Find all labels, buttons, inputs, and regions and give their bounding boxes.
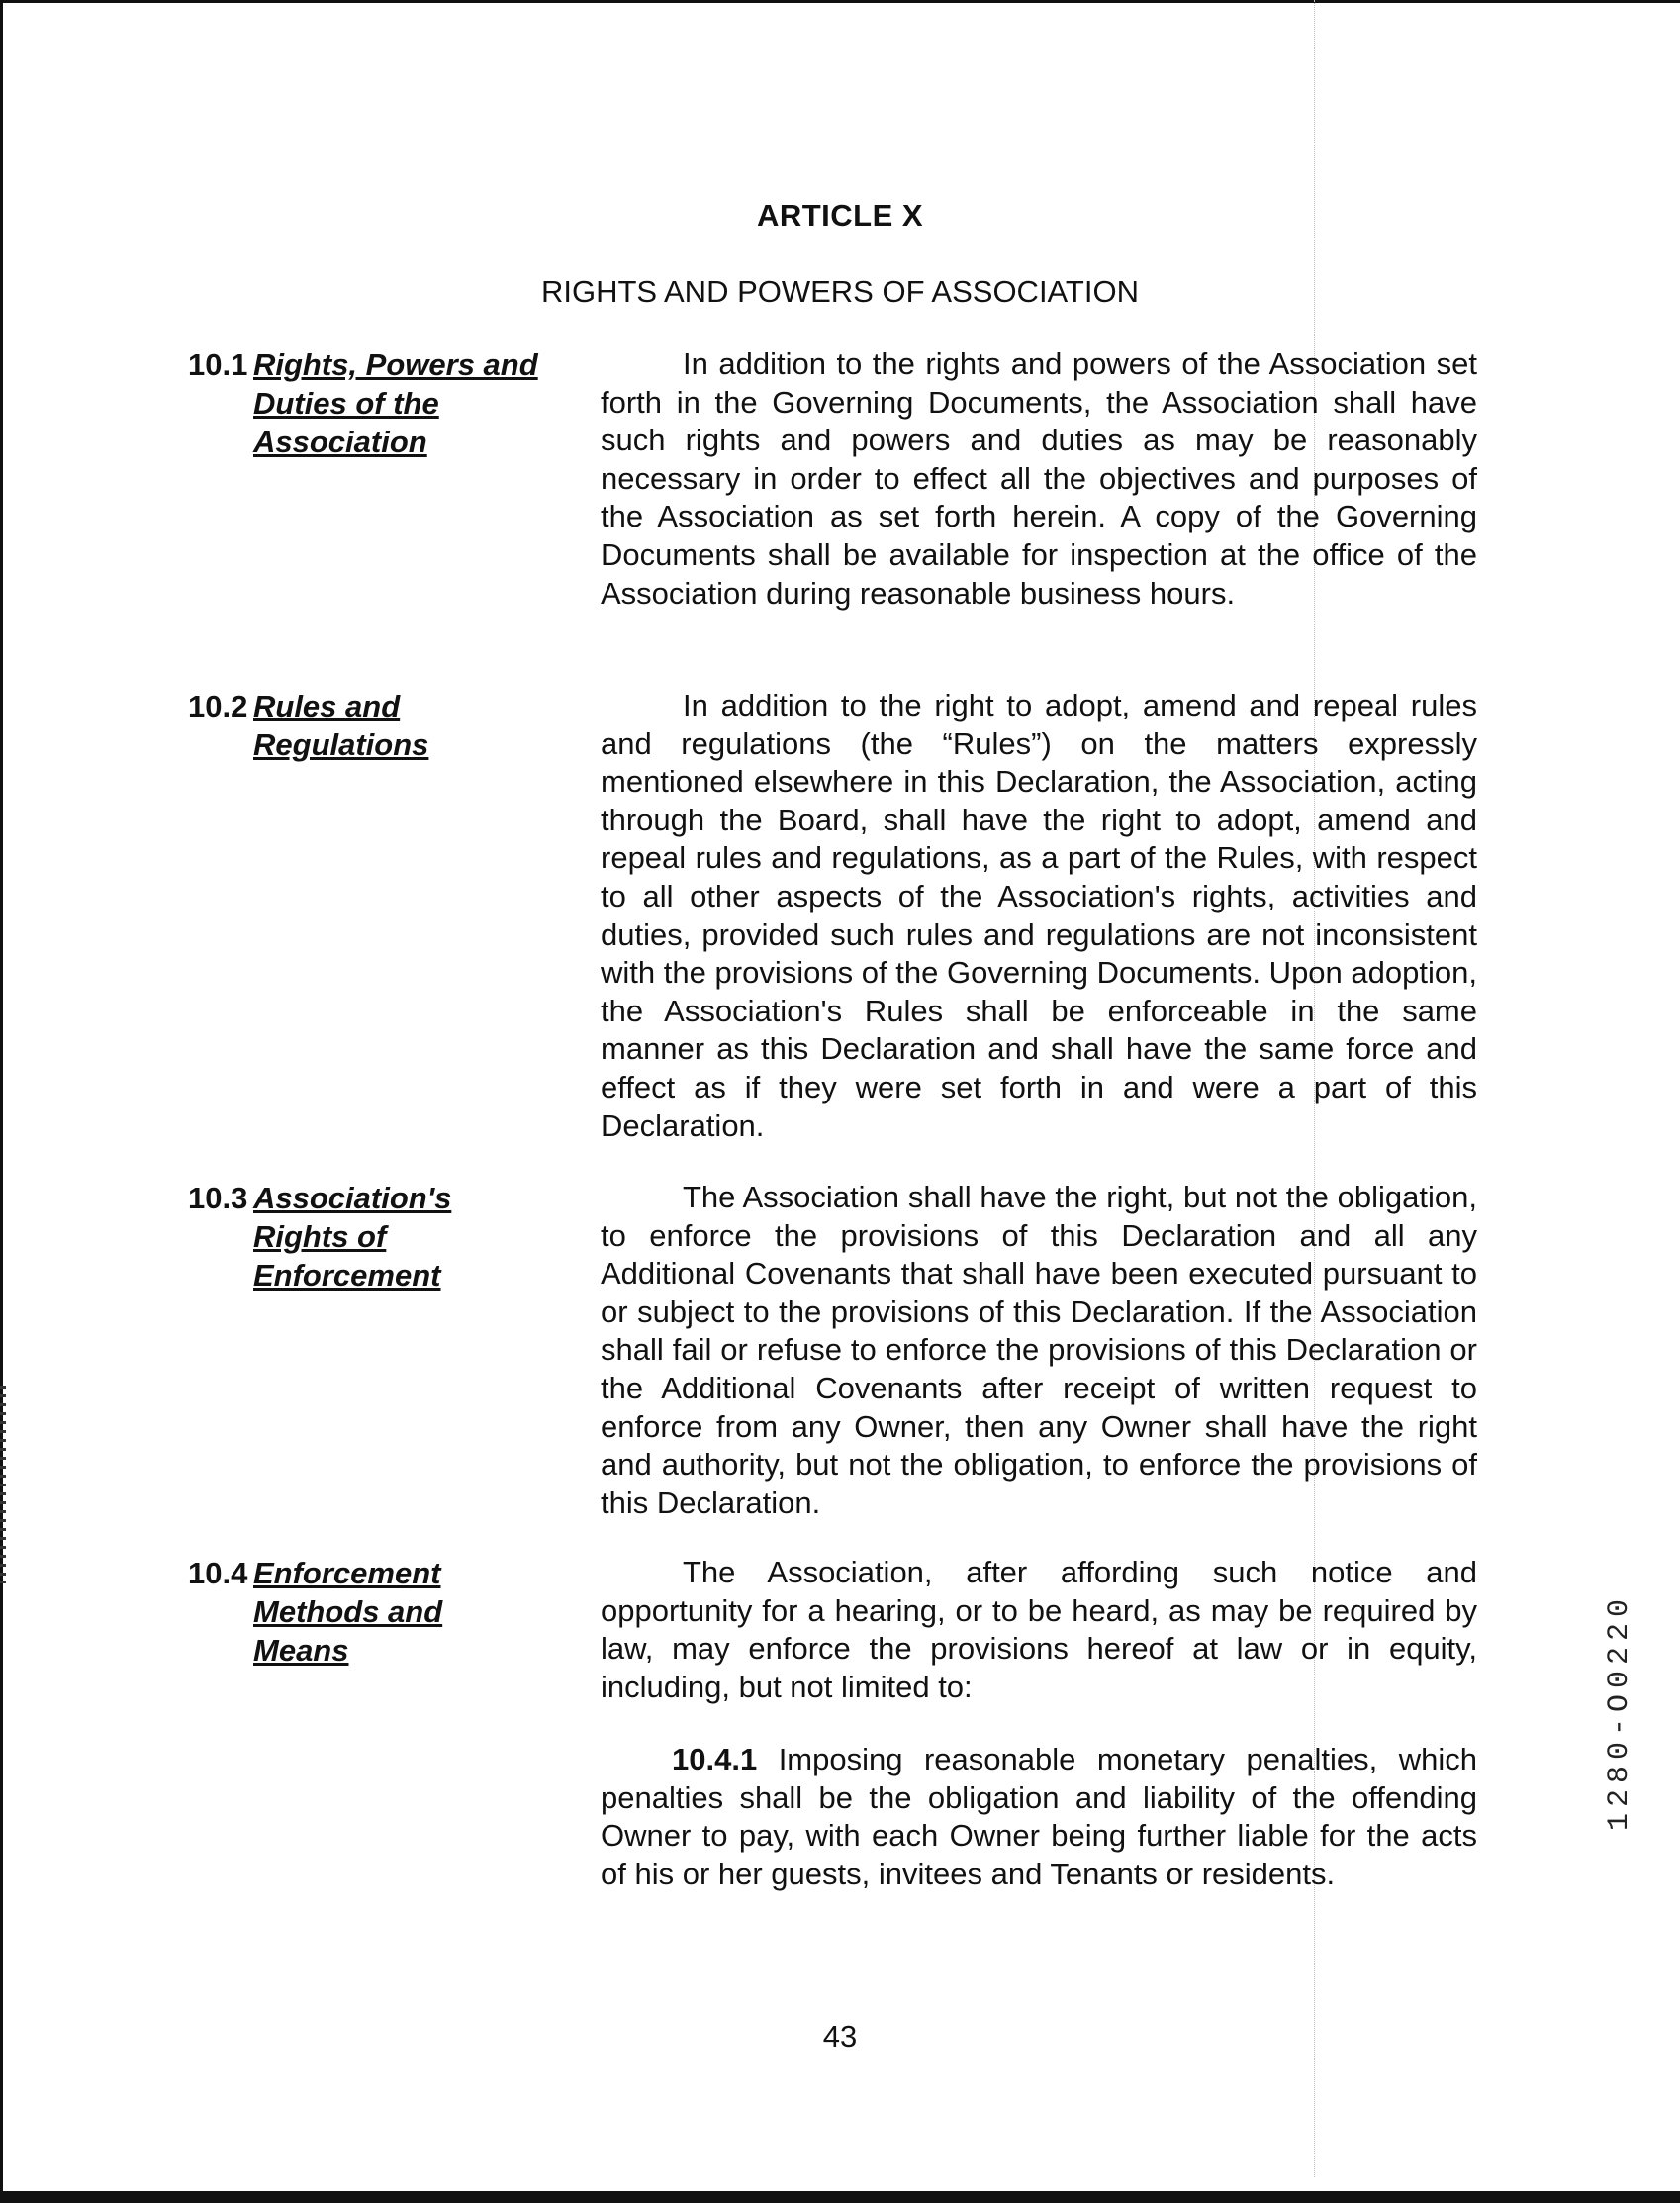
- section-heading: Rights, Powers and Duties of the Association: [253, 347, 538, 459]
- section-body: The Association, after affording such notice and opportunity for a hearing, or to be heard, as may be required by law, may enforce the provisions hereof at law or in equity, including, but not limited to:: [601, 1555, 1477, 1704]
- scan-edge-marks: [0, 1386, 6, 1583]
- section-number: 10.2: [188, 689, 248, 723]
- article-title: ARTICLE X: [756, 198, 924, 233]
- section-number: 10.4: [188, 1556, 248, 1590]
- subsection-10-4-1: [601, 1741, 1477, 1893]
- section-number: 10.1: [188, 347, 248, 382]
- document-stamp: 1280-O0220: [1603, 1593, 1636, 1832]
- section-body: In addition to the rights and powers of the Association set forth in the Governing Documents, the Association shall have such rights and powers and duties as may be reasonably necessary in order to effect all the objectives and purposes of the Association as set forth herein. A copy of the Governing Documents shall be available for inspection at the office of the Association during reasonable business hours.: [601, 346, 1477, 611]
- section-heading: Association's Rights of Enforcement: [253, 1181, 452, 1293]
- section-heading: Enforcement Methods and Means: [253, 1556, 443, 1668]
- scan-border-top: [0, 0, 1680, 3]
- scan-border-left: [0, 0, 3, 2203]
- section-number: 10.3: [188, 1181, 248, 1215]
- article-subtitle: RIGHTS AND POWERS OF ASSOCIATION: [540, 274, 1139, 309]
- section-body: In addition to the right to adopt, amend and repeal rules and regulations (the “Rules”) on the matters expressly mentioned elsewhere in this Declaration, the Association, acting through the Board, shall have the right to adopt, amend and repeal rules and regulations, as a part of the Rules, with respect to all other aspects of the Association's rights, activities and duties, provided such rules and regulations are not inconsistent with the provisions of the Governing Documents. Upon adoption, the Association's Rules shall be enforceable in the same manner as this Declaration and shall have the same force and effect as if they were set forth in and were a part of this Declaration.: [601, 688, 1477, 1143]
- section-body: The Association shall have the right, but not the obligation, to enforce the provisions of this Declaration and all any Additional Covenants that shall have been executed pursuant to or subject to the provisions of this Declaration. If the Association shall fail or refuse to enforce the provisions of this Declaration or the Additional Covenants after receipt of written request to enforce from any Owner, then any Owner shall have the right and authority, but not the obligation, to enforce the provisions of this Declaration.: [601, 1180, 1477, 1520]
- subsection-text: Imposing reasonable monetary penalties, which penalties shall be the obligation and liability of the offending Owner to pay, with each Owner being further liable for the acts of his or her guests, invitees and Tenants or residents.: [601, 1742, 1477, 1891]
- section-heading: Rules and Regulations: [253, 689, 429, 762]
- subsection-number: 10.4.1: [672, 1742, 758, 1776]
- scan-border-bottom: [0, 2191, 1680, 2203]
- page-number: 43: [822, 2019, 858, 2054]
